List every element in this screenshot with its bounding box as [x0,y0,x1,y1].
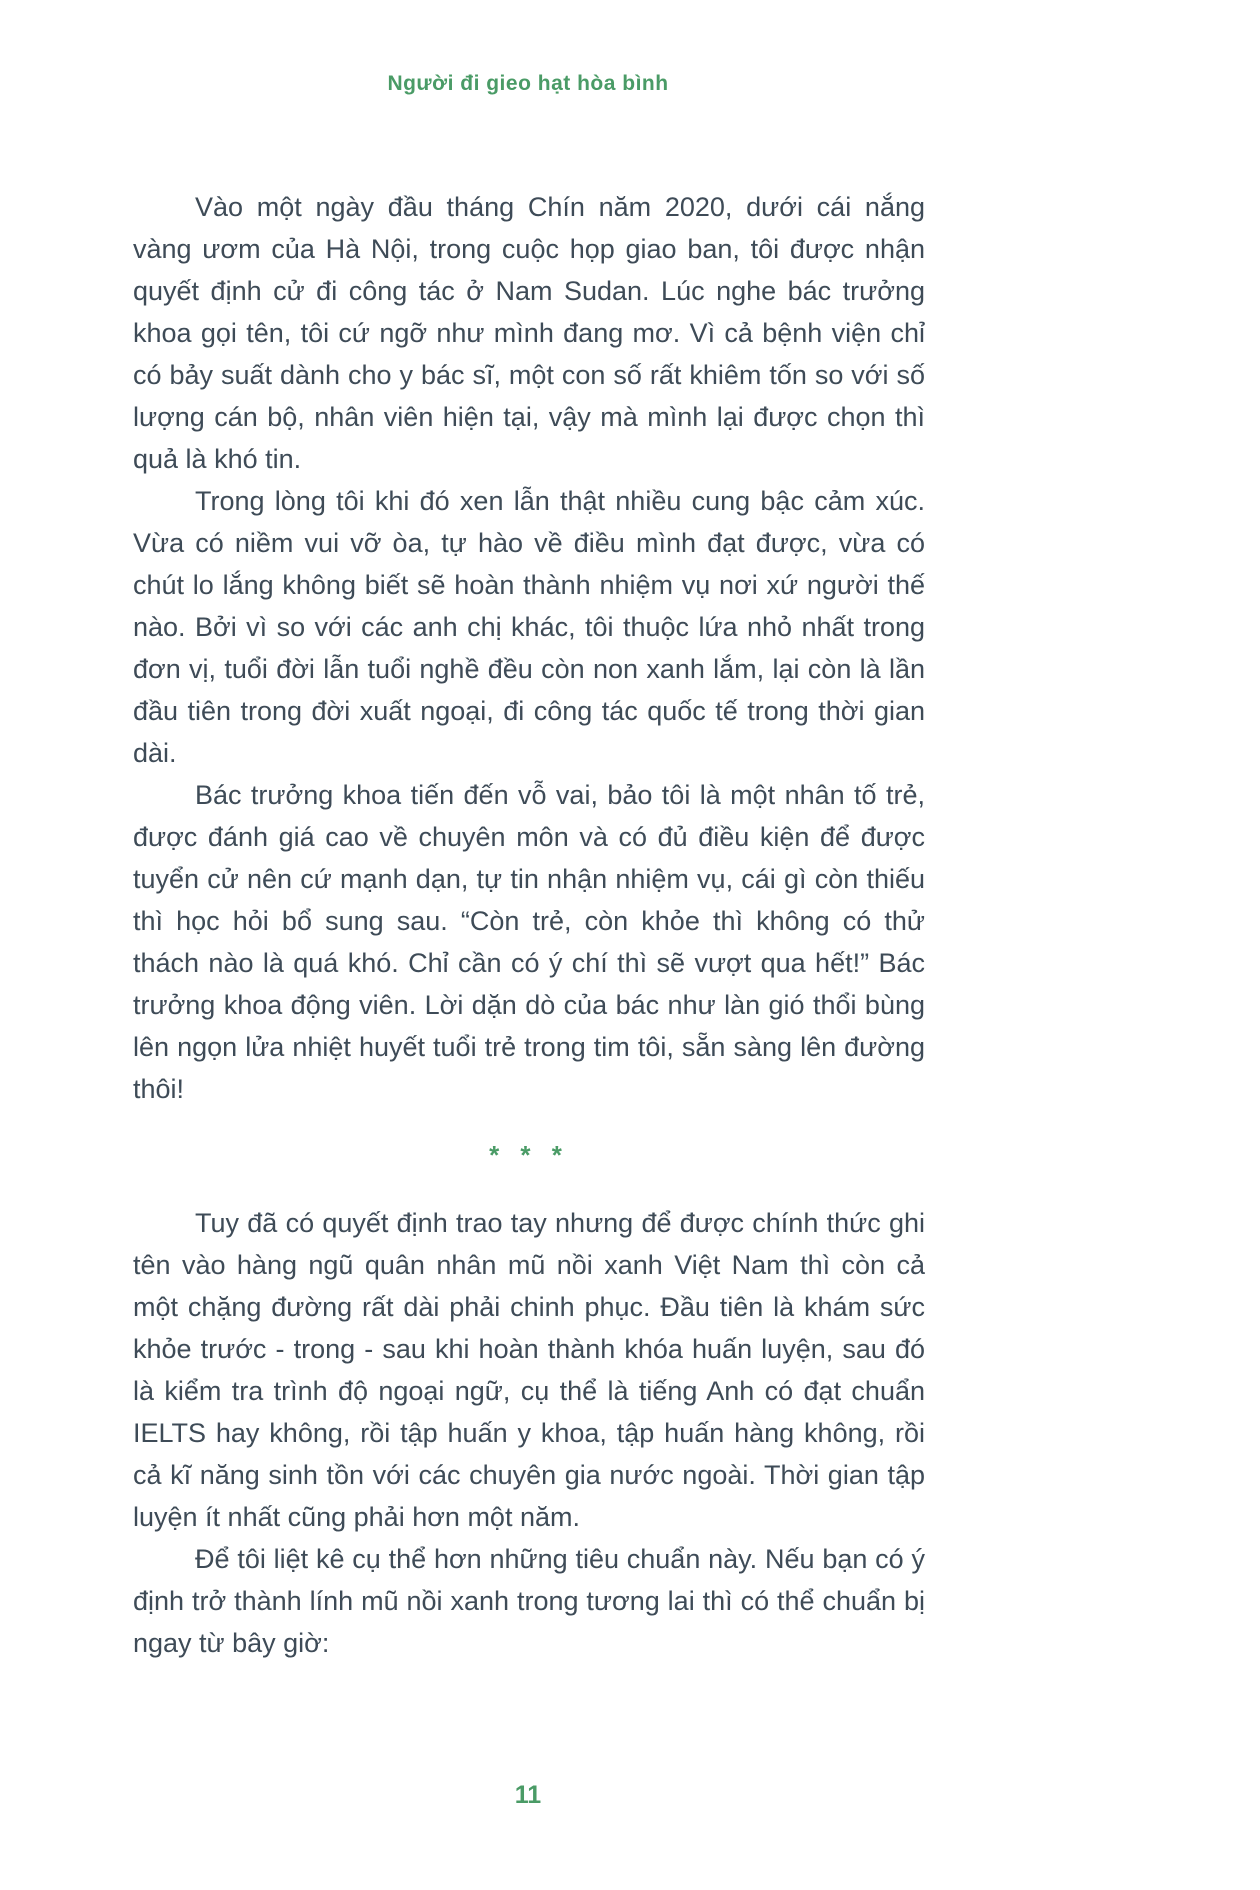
running-header: Người đi gieo hạt hòa bình [387,72,669,95]
paragraph: Trong lòng tôi khi đó xen lẫn thật nhiều cung bậc cảm xúc. Vừa có niềm vui vỡ òa, tự hào về điều mình đạt được, vừa có chút lo lắng không biết sẽ hoàn thành nhiệm vụ nơi xứ người thế nào. Bởi vì so với các anh chị khác, tôi thuộc lứa nhỏ nhất trong đơn vị, tuổi đời lẫn tuổi nghề đều còn non xanh lắm, lại còn là lần đầu tiên trong đời xuất ngoại, đi công tác quốc tế trong thời gian dài. [133,486,925,768]
section-separator: * * * [489,1140,569,1170]
paragraph: Tuy đã có quyết định trao tay nhưng để được chính thức ghi tên vào hàng ngũ quân nhân mũ nồi xanh Việt Nam thì còn cả một chặng đường rất dài phải chinh phục. Đầu tiên là khám sức khỏe trước - trong - sau khi hoàn thành khóa huấn luyện, sau đó là kiểm tra trình độ ngoại ngữ, cụ thể là tiếng Anh có đạt chuẩn IELTS hay không, rồi tập huấn y khoa, tập huấn hàng không, rồi cả kĩ năng sinh tồn với các chuyên gia nước ngoài. Thời gian tập luyện ít nhất cũng phải hơn một năm. [133,1208,925,1532]
paragraph: Bác trưởng khoa tiến đến vỗ vai, bảo tôi là một nhân tố trẻ, được đánh giá cao về chuyên môn và có đủ điều kiện để được tuyển cử nên cứ mạnh dạn, tự tin nhận nhiệm vụ, cái gì còn thiếu thì học hỏi bổ sung sau. “Còn trẻ, còn khỏe thì không có thử thách nào là quá khó. Chỉ cần có ý chí thì sẽ vượt qua hết!” Bác trưởng khoa động viên. Lời dặn dò của bác như làn gió thổi bùng lên ngọn lửa nhiệt huyết tuổi trẻ trong tim tôi, sẵn sàng lên đường thôi! [133,780,925,1104]
paragraph: Để tôi liệt kê cụ thể hơn những tiêu chuẩn này. Nếu bạn có ý định trở thành lính mũ nồi xanh trong tương lai thì có thể chuẩn bị ngay từ bây giờ: [133,1544,925,1658]
page-number: 11 [514,1781,542,1809]
page-content [133,186,925,1664]
paragraph: Vào một ngày đầu tháng Chín năm 2020, dưới cái nắng vàng ươm của Hà Nội, trong cuộc họp giao ban, tôi được nhận quyết định cử đi công tác ở Nam Sudan. Lúc nghe bác trưởng khoa gọi tên, tôi cứ ngỡ như mình đang mơ. Vì cả bệnh viện chỉ có bảy suất dành cho y bác sĩ, một con số rất khiêm tốn so với số lượng cán bộ, nhân viên hiện tại, vậy mà mình lại được chọn thì quả là khó tin. [133,192,925,474]
